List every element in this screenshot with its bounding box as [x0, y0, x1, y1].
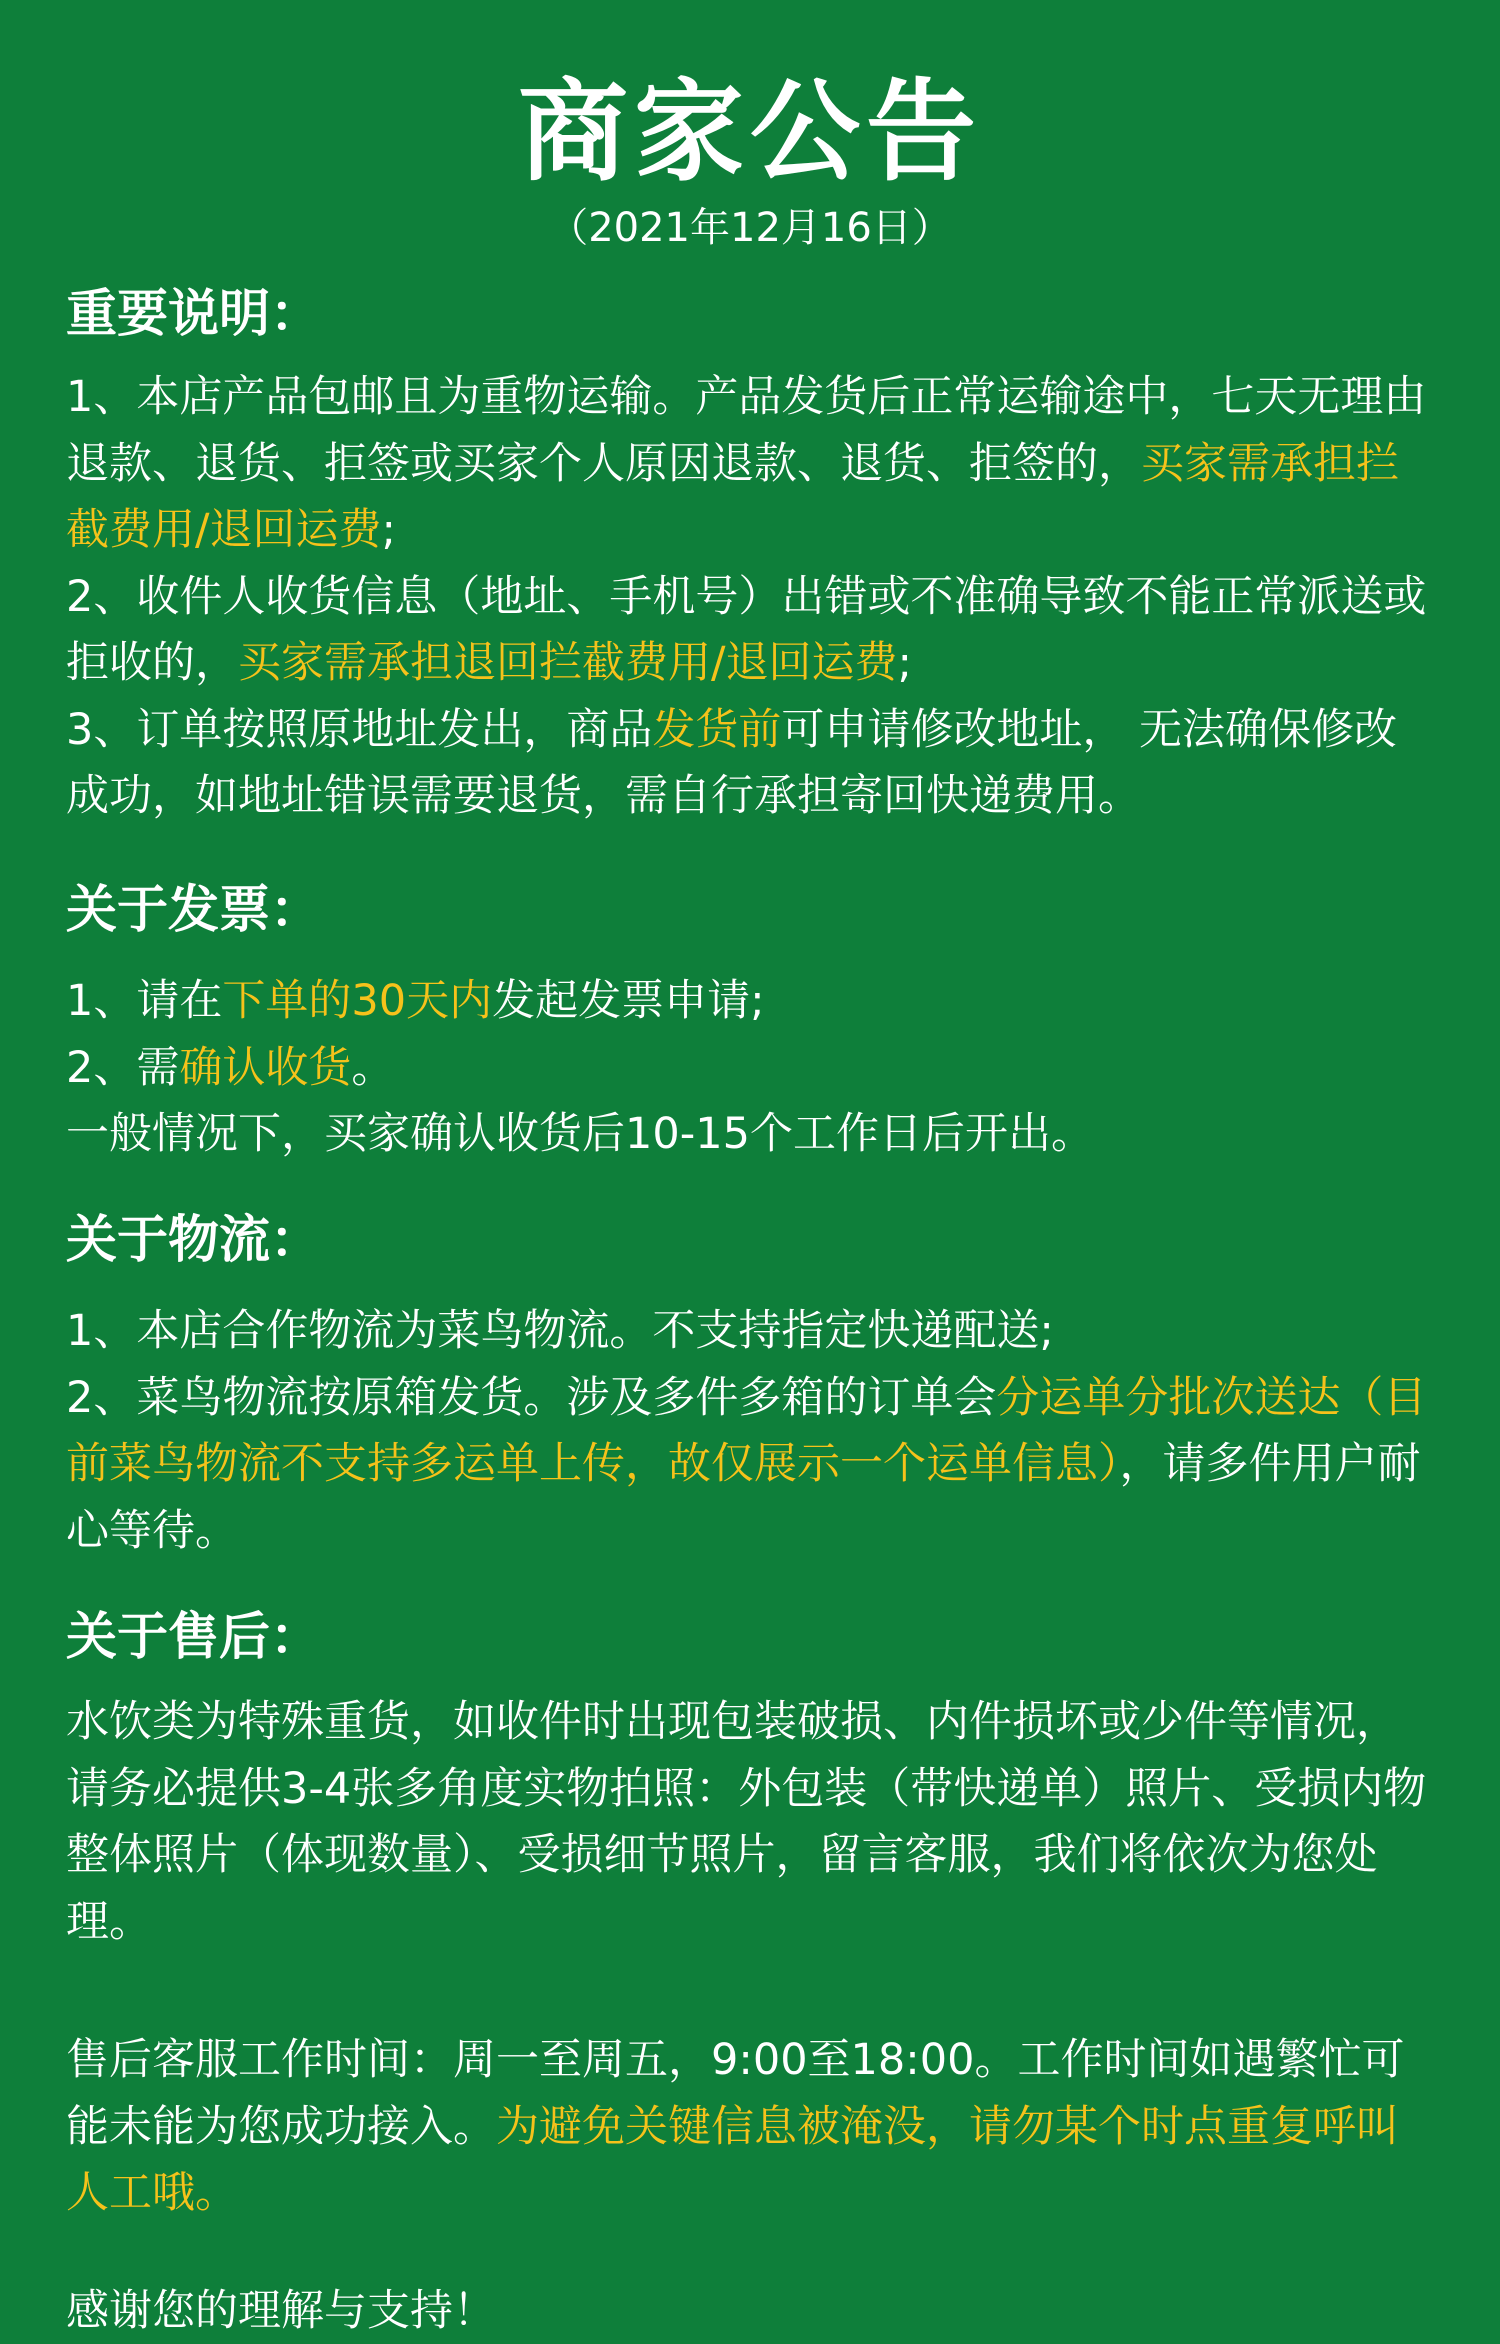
logistics-note-1: 1、本店合作物流为菜鸟物流。不支持指定快递配送; [66, 1306, 1054, 1356]
logistics-note-2-highlight: 分运单分批次送达（目前菜鸟物流不支持多运单上传，故仅展示一个运单信息） [66, 1372, 1427, 1489]
invoice-note-1-text-a: 1、请在 [66, 976, 223, 1026]
important-note-3 [66, 697, 1440, 830]
service-hours-highlight: 为避免关键信息被淹没，请勿某个时点重复呼叫人工哦。 [66, 2101, 1399, 2218]
important-note-3-text-a: 3、订单按照原地址发出，商品 [66, 704, 653, 755]
invoice-note-3: 一般情况下，买家确认收货后10-15个工作日后开出。 [66, 1109, 1094, 1159]
important-note-1-highlight: 买家需承担拦截费用/退回运费 [66, 438, 1399, 555]
service-hours-note [66, 2027, 1440, 2227]
page-title: 商家公告 [518, 68, 982, 196]
invoice-note-2 [66, 1035, 1440, 1102]
important-note-3-highlight: 发货前 [652, 704, 782, 755]
invoice-note-1-highlight: 下单的30天内 [222, 976, 493, 1026]
invoice-section [66, 876, 1440, 1168]
invoice-note-2-text-b: 。 [351, 1042, 395, 1093]
invoice-note-2-highlight: 确认收货 [179, 1042, 352, 1093]
invoice-heading: 关于发票： [66, 881, 322, 940]
important-notes-heading: 重要说明： [66, 285, 322, 344]
important-note-2-text: 2、收件人收货信息（地址、手机号）出错或不准确导致不能正常派送或拒收的， [66, 571, 1427, 688]
aftersale-heading: 关于售后： [66, 1608, 322, 1667]
invoice-note-2-text-a: 2、需 [66, 1042, 180, 1093]
important-note-2 [66, 564, 1440, 697]
important-note-2-end: ; [897, 638, 912, 688]
logistics-note-2-text-b: ，请多件用户耐心等待。 [66, 1439, 1421, 1556]
important-note-1 [66, 364, 1440, 564]
important-note-1-text: 1、本店产品包邮且为重物运输。产品发货后正常运输途中，七天无理由退款、退货、拒签或买家个人原因退款、退货、拒签的， [66, 372, 1427, 489]
aftersale-note: 水饮类为特殊重货，如收件时出现包装破损、内件损坏或少件等情况，请务必提供3-4张多角度实物拍照：外包装（带快递单）照片、受损内物整体照片（体现数量）、受损细节照片，留言客服，我们将依次为您处理。 [66, 1697, 1427, 1947]
aftersale-section [66, 1603, 1440, 1955]
logistics-note-2 [66, 1365, 1440, 1565]
important-notes-section [66, 280, 1440, 830]
logistics-note-2-text-a: 2、菜鸟物流按原箱发货。涉及多件多箱的订单会 [66, 1372, 997, 1423]
important-note-3-text-b: 可申请修改地址， 无法确保修改成功，如地址错误需要退货，需自行承担寄回快递费用。 [66, 704, 1398, 821]
important-note-1-end: ; [381, 505, 396, 555]
invoice-note-1 [66, 968, 1440, 1035]
logistics-heading: 关于物流： [66, 1211, 322, 1270]
invoice-note-1-text-b: 发起发票申请; [492, 976, 765, 1026]
logistics-section [66, 1206, 1440, 1564]
thanks-note: 感谢您的理解与支持！ [66, 2286, 496, 2336]
important-note-2-highlight: 买家需承担退回拦截费用/退回运费 [238, 638, 898, 688]
service-hours-text: 售后客服工作时间：周一至周五，9:00至18:00。工作时间如遇繁忙可能未能为您成功接入。 [66, 2035, 1405, 2152]
announcement-date: （2021年12月16日） [548, 205, 952, 251]
